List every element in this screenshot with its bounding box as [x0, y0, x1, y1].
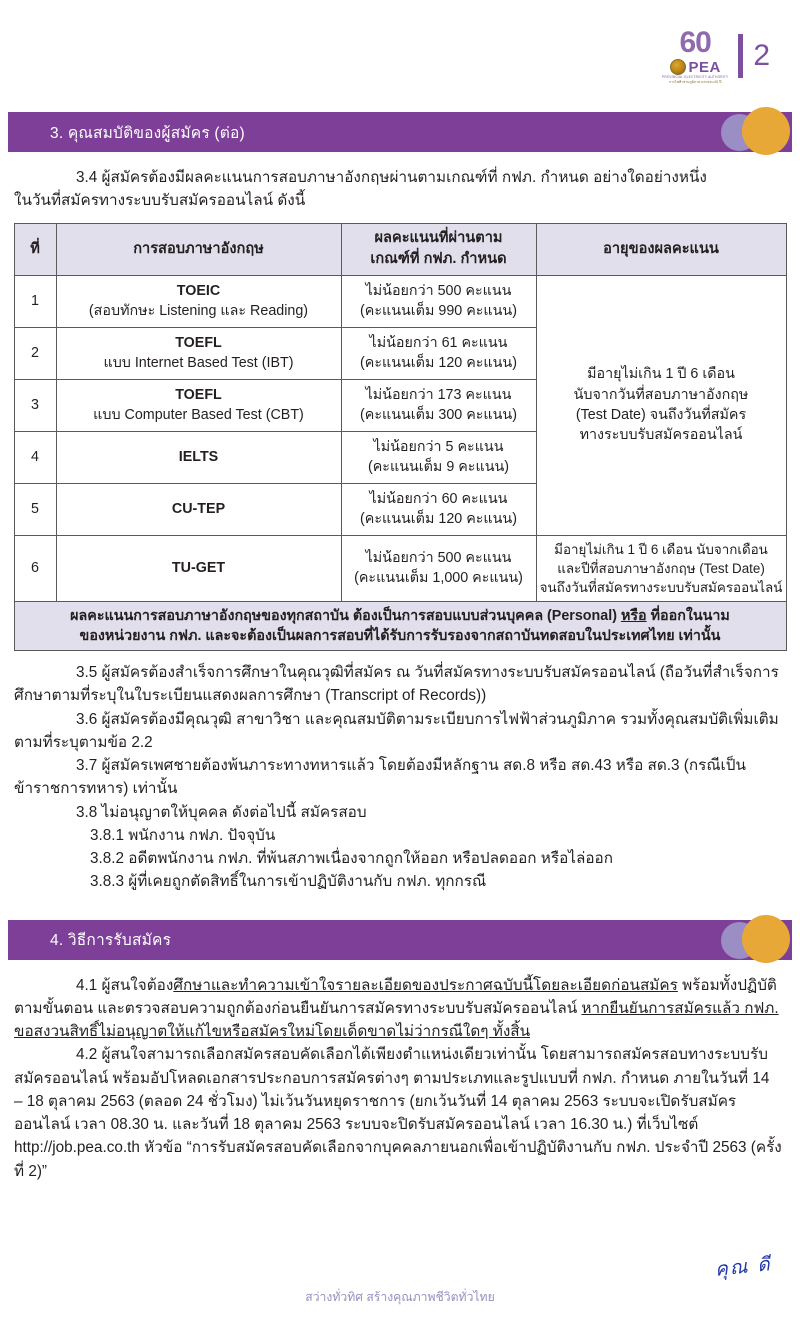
pea-seal-icon — [670, 59, 686, 75]
paragraph-4-1 — [0, 974, 800, 1044]
paragraph-4-1-prefix: 4.1 ผู้สนใจต้อง — [76, 976, 174, 994]
section-4-title: 4. วิธีการรับสมัคร — [50, 932, 172, 950]
cell-score — [341, 379, 536, 431]
pea-logo — [662, 28, 728, 84]
paragraph-3-4-line-1 — [0, 166, 800, 189]
score-line-1: ไม่น้อยกว่า 60 คะแนน — [369, 490, 508, 507]
exam-subtitle: แบบ Computer Based Test (CBT) — [93, 407, 304, 423]
score-line-2: (คะแนนเต็ม 9 คะแนน) — [367, 459, 510, 475]
cell-validity-merged — [536, 275, 786, 535]
cell-row-number: 1 — [14, 275, 56, 327]
column-header-score-line-2: เกณฑ์ที่ กฟภ. กำหนด — [370, 251, 507, 267]
exam-title: TOEFL — [175, 386, 222, 403]
validity-line-2: นับจากวันที่สอบภาษาอังกฤษ — [573, 386, 749, 403]
page-number-divider — [738, 34, 743, 78]
paragraph-3-4-text: 3.4 ผู้สมัครต้องมีผลคะแนนการสอบภาษาอังกฤษผ่านตามเกณฑ์ที่ กฟภ. กำหนด อย่างใดอย่างหนึ่ง — [76, 169, 707, 186]
paragraph-3-8-1: 3.8.1 พนักงาน กฟภ. ปัจจุบัน — [90, 826, 276, 844]
paragraph-3-7: 3.7 ผู้สมัครเพศชายต้องพ้นภาระทางทหารแล้ว โดยต้องมีหลักฐาน สด.8 หรือ สด.43 หรือ สด.3 (กรณีเป็นข้าราชการทหาร) เท่านั้น — [14, 757, 746, 798]
cell-exam-name — [56, 275, 341, 327]
cell-exam-name — [56, 379, 341, 431]
exam-title: IELTS — [178, 448, 219, 465]
page-number: 2 — [753, 39, 770, 73]
cell-score — [341, 327, 536, 379]
score-line-1: ไม่น้อยกว่า 500 คะแนน — [365, 282, 512, 299]
score-line-1: ไม่น้อยกว่า 173 คะแนน — [365, 386, 512, 403]
section-4-banner — [8, 920, 792, 960]
footer-slogan: สว่างทั่วทิศ สร้างคุณภาพชีวิตทั่วไทย — [305, 1290, 495, 1304]
cell-score — [341, 535, 536, 601]
paragraph-3-4-line-2: ในวันที่สมัครทางระบบรับสมัครออนไลน์ ดังนี้ — [14, 192, 306, 210]
paragraph-4-1-underline-1: ศึกษาและทำความเข้าใจรายละเอียดของประกาศฉบับนี้โดยละเอียดก่อนสมัคร — [173, 976, 678, 994]
paragraph-3-5: 3.5 ผู้สมัครต้องสำเร็จการศึกษาในคุณวุฒิที่สมัคร ณ วันที่สมัครทางระบบรับสมัครออนไลน์ (ถือวันที่สำเร็จการศึกษาตามที่ระบุในใบระเบียนแสดงผลการศึกษา (Transcript of Records)) — [14, 664, 779, 705]
note-text-b: ที่ออกในนาม — [646, 607, 730, 624]
paragraph-4-2-url-line: http://job.pea.co.th หัวข้อ “การรับสมัครสอบคัดเลือกจากบุคคลภายนอกเพื่อเข้าปฏิบัติงานกับ กฟภ. ประจำปี 2563 (ครั้งที่ 2)” — [14, 1139, 782, 1180]
cell-row-number: 4 — [14, 431, 56, 483]
exam-title: TU-GET — [171, 559, 226, 576]
pea-thai-subtitle: การไฟฟ้าส่วนภูมิภาค ครบรอบ 60 ปี — [669, 80, 722, 85]
paragraph-4-1-middle: พร้อมทั้งปฏิบัติตามขั้นตอน และตรวจสอบความถูกต้องก่อนยืนยันการสมัครทางระบบรับสมัครออนไลน์ — [14, 976, 777, 1017]
cell-row-number: 6 — [14, 535, 56, 601]
score-line-2: (คะแนนเต็ม 120 คะแนน) — [360, 511, 517, 527]
validity-line-3: (Test Date) จนถึงวันที่สมัคร — [575, 407, 747, 423]
note-line-2: ของหน่วยงาน กฟภ. และจะต้องเป็นผลการสอบที่ได้รับการรับรองจากสถาบันทดสอบในประเทศไทย เท่านั้น — [79, 627, 721, 644]
table-note-row — [14, 601, 786, 651]
note-line-1 — [18, 606, 783, 626]
exam-subtitle: แบบ Internet Based Test (IBT) — [103, 355, 294, 371]
score-line-2: (คะแนนเต็ม 120 คะแนน) — [360, 355, 517, 371]
validity-line-4: ทางระบบรับสมัครออนไลน์ — [579, 427, 743, 444]
paragraph-4-1-underline-2: หากยืนยันการสมัครแล้ว กฟภ. ขอสงวนสิทธิ์ไม่อนุญาตให้แก้ไขหรือสมัครใหม่โดยเด็ดขาดไม่ว่ากรณีใดๆ ทั้งสิ้น — [14, 999, 779, 1041]
score-line-2: (คะแนนเต็ม 300 คะแนน) — [360, 407, 517, 423]
section-3-title: 3. คุณสมบัติของผู้สมัคร (ต่อ) — [50, 124, 245, 142]
validity-row6-line-2: และปีที่สอบภาษาอังกฤษ (Test Date) — [557, 560, 765, 576]
score-line-1: ไม่น้อยกว่า 500 คะแนน — [365, 549, 512, 566]
banner-circle-gold-icon — [742, 915, 790, 963]
paragraph-4-2: 4.2 ผู้สนใจสามารถเลือกสมัครสอบคัดเลือกได้เพียงตำแหน่งเดียวเท่านั้น โดยสามารถสมัครสอบทางระบบรับสมัครออนไลน์ พร้อมอัปโหลดเอกสารประกอบการสมัครต่างๆ ตามประเภทและรูปแบบที่ กฟภ. กำหนด ภายในวันที่ 14 – 18 ตุลาคม 2563 (ตลอด 24 ชั่วโมง) ไม่เว้นวันหยุดราชการ (ยกเว้นวันที่ 14 ตุลาคม 2563 ระบบจะเปิดรับสมัครออนไลน์ เวลา 08.30 น. และวันที่ 18 ตุลาคม 2563 ระบบจะปิดรับสมัครออนไลน์ เวลา 16.30 น.) ที่เว็บไซต์ — [14, 1046, 770, 1134]
exam-subtitle: (สอบทักษะ Listening และ Reading) — [88, 303, 309, 319]
score-line-1: ไม่น้อยกว่า 61 คะแนน — [369, 334, 508, 351]
cell-validity-row-6 — [536, 535, 786, 601]
cell-score — [341, 431, 536, 483]
table-header-row — [14, 223, 786, 275]
cell-row-number: 2 — [14, 327, 56, 379]
table-row — [14, 275, 786, 327]
cell-exam-name — [56, 535, 341, 601]
table-row — [14, 535, 786, 601]
table-body — [14, 275, 786, 651]
cell-row-number: 5 — [14, 483, 56, 535]
column-header-no: ที่ — [14, 223, 56, 275]
section-3-banner — [8, 112, 792, 152]
score-line-2: (คะแนนเต็ม 990 คะแนน) — [360, 303, 517, 319]
signature: คุณ ดี — [714, 1253, 773, 1281]
cell-score — [341, 483, 536, 535]
exam-title: TOEIC — [176, 282, 221, 299]
column-header-score-line-1: ผลคะแนนที่ผ่านตาม — [374, 230, 503, 247]
pea-brand-text: PEA — [688, 58, 721, 76]
paragraph-3-8-3: 3.8.3 ผู้ที่เคยถูกตัดสิทธิ์ในการเข้าปฏิบัติงานกับ กฟภ. ทุกกรณี — [90, 873, 487, 891]
cell-table-note — [14, 601, 786, 651]
paragraph-3-6: 3.6 ผู้สมัครต้องมีคุณวุฒิ สาขาวิชา และคุณสมบัติตามระเบียบการไฟฟ้าส่วนภูมิภาค รวมทั้งคุณสมบัติเพิ่มเติมตามที่ระบุตามข้อ 2.2 — [14, 710, 779, 751]
column-header-score — [341, 223, 536, 275]
anniversary-60-icon: 60 — [679, 26, 711, 59]
note-text-underlined: หรือ — [620, 607, 647, 624]
validity-line-1: มีอายุไม่เกิน 1 ปี 6 เดือน — [587, 366, 735, 383]
banner-circle-gold-icon — [742, 107, 790, 155]
pea-brand-tagline: PROVINCIAL ELECTRICITY AUTHORITY — [662, 75, 729, 79]
paragraph-3-8: 3.8 ไม่อนุญาตให้บุคคล ดังต่อไปนี้ สมัครสอบ — [76, 803, 367, 821]
paragraph-3-8-2: 3.8.2 อดีตพนักงาน กฟภ. ที่พ้นสภาพเนื่องจากถูกให้ออก หรือปลดออก หรือไล่ออก — [90, 850, 613, 868]
column-header-age: อายุของผลคะแนน — [536, 223, 786, 275]
cell-score — [341, 275, 536, 327]
score-line-2: (คะแนนเต็ม 1,000 คะแนน) — [354, 570, 523, 587]
exam-title: TOEFL — [175, 334, 222, 351]
table-head — [14, 223, 786, 275]
cell-exam-name — [56, 431, 341, 483]
cell-row-number: 3 — [14, 379, 56, 431]
column-header-exam: การสอบภาษาอังกฤษ — [56, 223, 341, 275]
cell-exam-name — [56, 327, 341, 379]
cell-exam-name — [56, 483, 341, 535]
english-score-table — [14, 223, 787, 652]
validity-row6-line-1: มีอายุไม่เกิน 1 ปี 6 เดือน นับจากเดือน — [554, 541, 768, 557]
exam-title: CU-TEP — [171, 500, 226, 517]
page-header-logo-area — [662, 28, 770, 84]
validity-row6-line-3: จนถึงวันที่สมัครทางระบบรับสมัครออนไลน์ — [539, 579, 783, 595]
note-text-a: ผลคะแนนการสอบภาษาอังกฤษของทุกสถาบัน ต้องเป็นการสอบแบบส่วนบุคคล (Personal) — [70, 607, 621, 624]
pea-brand-row — [670, 59, 721, 75]
score-line-1: ไม่น้อยกว่า 5 คะแนน — [373, 438, 504, 455]
